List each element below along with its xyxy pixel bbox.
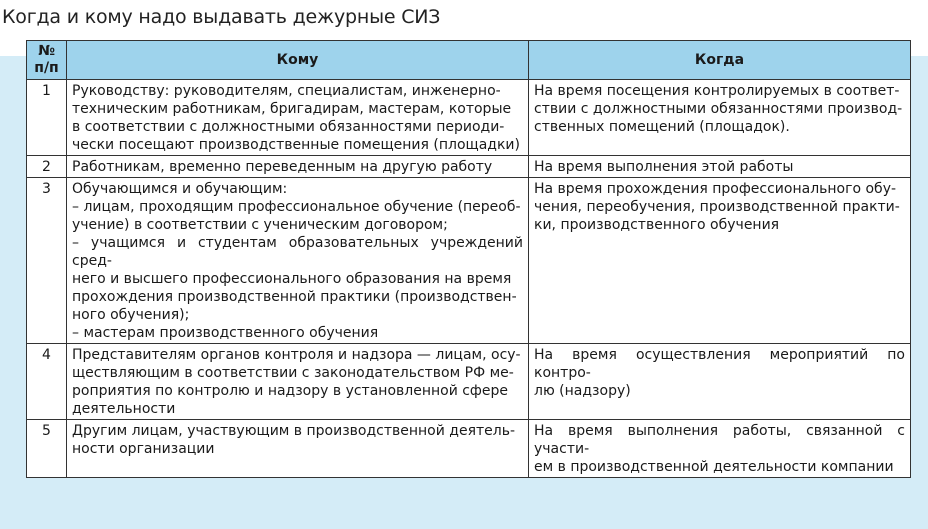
- row-whom: Другим лицам, участвующим в производственной деятель- ности организации: [67, 420, 529, 478]
- page-title: Когда и кому надо выдавать дежурные СИЗ: [2, 6, 441, 28]
- row-whom: Представителям органов контроля и надзора — лицам, осу- ществляющим в соответствии с законодательством РФ ме- роприятия по контролю и надзору в установленной сфере деятельности: [67, 344, 529, 420]
- row-number: 2: [27, 156, 67, 178]
- table-row: [27, 420, 911, 478]
- row-whom: Руководству: руководителям, специалистам, инженерно- техническим работникам, бригадирам, мастерам, которые в соответствии с должностными обязанностями периоди- чески посещают производственные помещения (площадки): [67, 80, 529, 156]
- header-whom: Кому: [67, 41, 529, 80]
- header-number: № п/п: [27, 41, 67, 80]
- siz-table: [26, 40, 911, 478]
- row-whom: Работникам, временно переведенным на другую работу: [67, 156, 529, 178]
- row-number: 4: [27, 344, 67, 420]
- table-row: [27, 178, 911, 344]
- row-number: 5: [27, 420, 67, 478]
- table-row: [27, 80, 911, 156]
- row-whom: Обучающимся и обучающим: – лицам, проходящим профессиональное обучение (переоб- учение) в соответствии с ученическим договором; – учащимся и студентам образовательных учреждений сред- него и высшего профессионального образования на время прохождения производственной практики (производствен- ного обучения); – мастерам производственного обучения: [67, 178, 529, 344]
- row-when: На время осуществления мероприятий по контро- лю (надзору): [529, 344, 911, 420]
- row-when: На время выполнения работы, связанной с участи- ем в производственной деятельности компании: [529, 420, 911, 478]
- table-header-row: [27, 41, 911, 80]
- row-number: 3: [27, 178, 67, 344]
- row-number: 1: [27, 80, 67, 156]
- table-row: [27, 156, 911, 178]
- row-when: На время прохождения профессионального обу- чения, переобучения, производственной практи- ки, производственного обучения: [529, 178, 911, 344]
- table-row: [27, 344, 911, 420]
- header-when: Когда: [529, 41, 911, 80]
- row-when: На время посещения контролируемых в соответ- ствии с должностными обязанностями производ- ственных помещений (площадок).: [529, 80, 911, 156]
- row-when: На время выполнения этой работы: [529, 156, 911, 178]
